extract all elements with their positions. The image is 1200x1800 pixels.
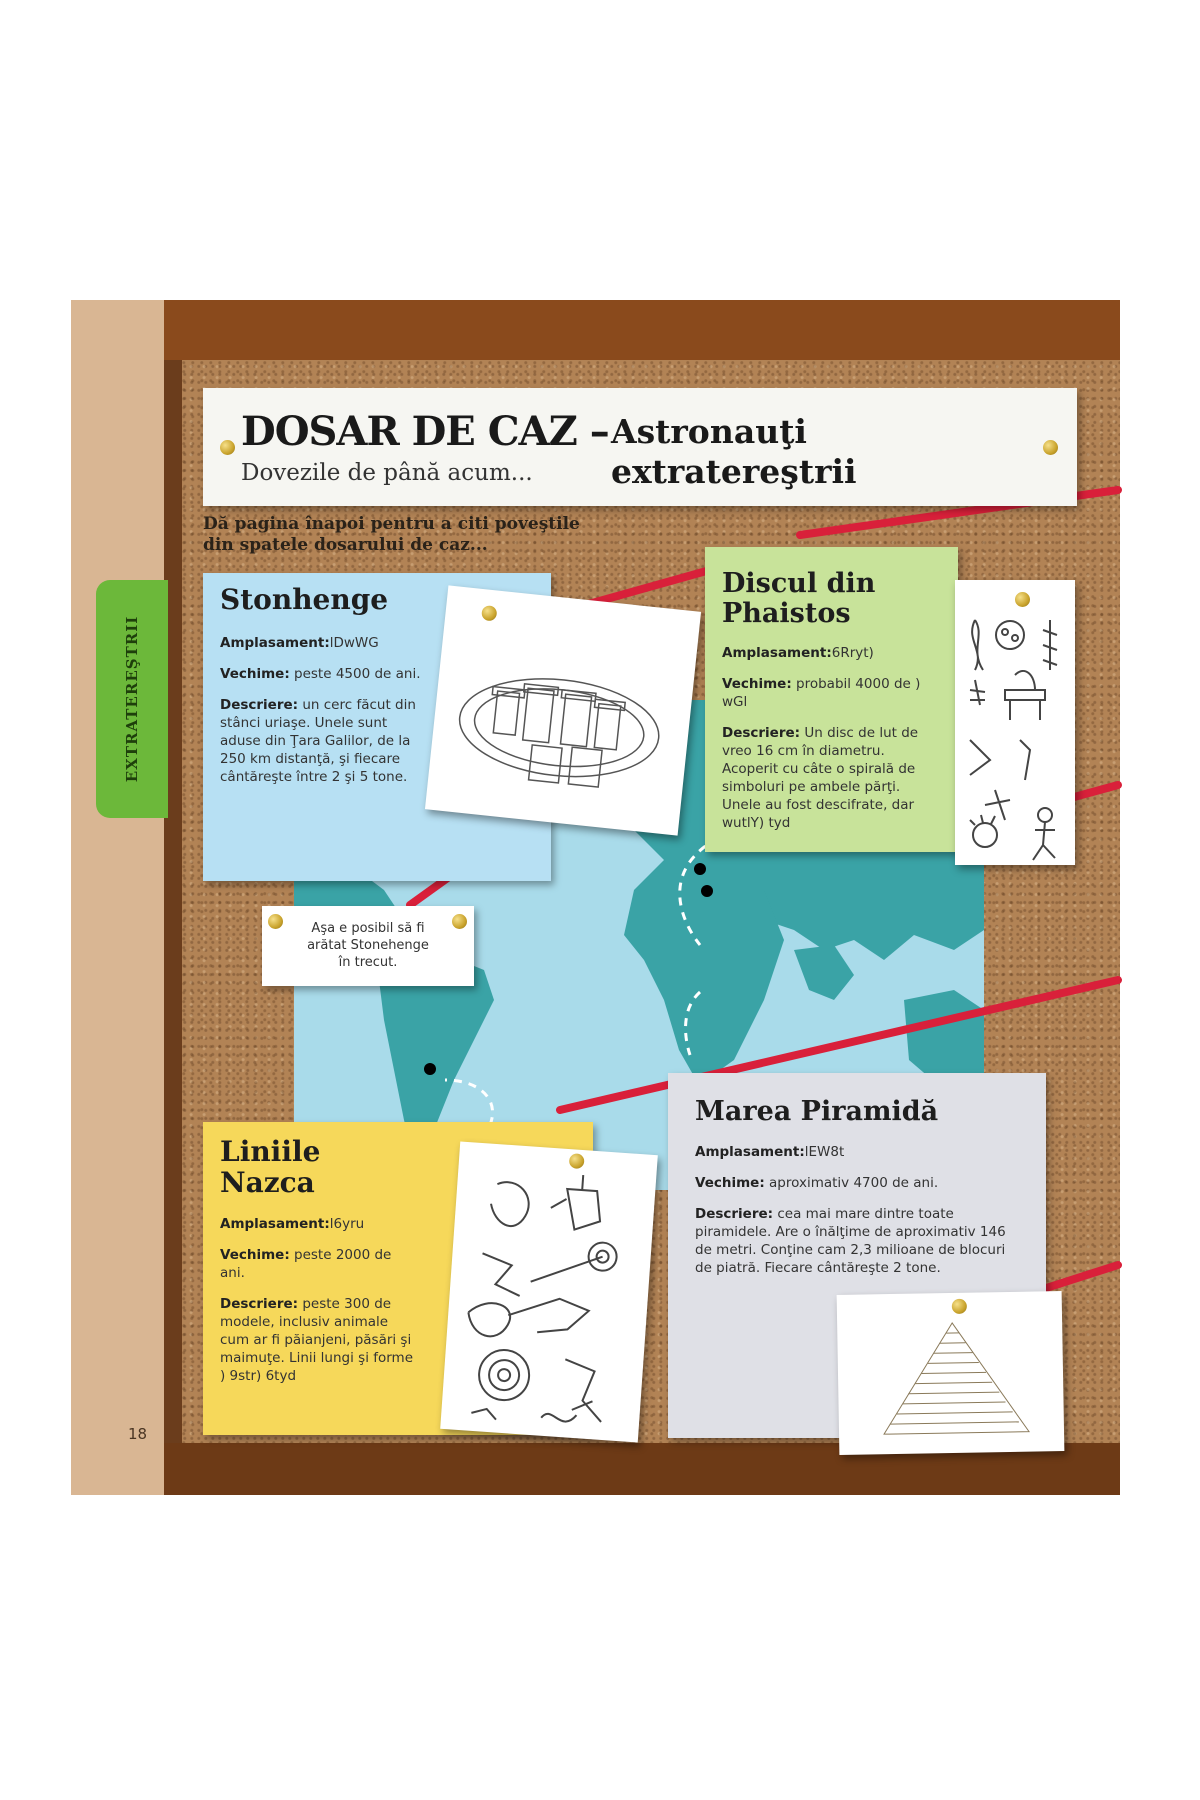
location-label: Amplasament: (220, 1215, 330, 1232)
page-number: 18 (128, 1425, 148, 1443)
description-value: un cerc făcut din stânci uriaşe. Unele sunt aduse din Ţara Galilor, de la 250 km distanţă, şi fiecare cântăreşte între 2 şi 5 tone. (220, 696, 416, 785)
pushpin-icon (220, 440, 235, 455)
route-arrow (680, 838, 718, 945)
age-label: Vechime: (722, 676, 792, 693)
location-label: Amplasament: (220, 634, 330, 651)
phaistos-card (705, 547, 958, 852)
stonehenge-drawing (425, 585, 701, 835)
location-label: Amplasament: (722, 645, 832, 662)
description-value: peste 300 de modele, inclusiv animale cum ar fi păianjeni, păsări şi maimuţe. Linii lungi şi forme ) 9str) 6tyd (220, 1295, 414, 1384)
intro-line: Dă pagina înapoi pentru a citi poveştile (203, 514, 580, 534)
caption-line: Aşa e posibil să fi (311, 921, 425, 936)
caption-note (262, 906, 474, 986)
description-value: cea mai mare dintre toate piramidele. Are o înălţime de aproximativ 146 de metri. Conţine cam 2,3 milioane de blocuri de piatră. Fiecare cântăreşte 2 tone. (695, 1205, 1006, 1276)
age-value: probabil 4000 de ) wGl (722, 676, 921, 711)
pushpin-icon (1015, 592, 1030, 607)
pyramid-drawing (837, 1291, 1065, 1455)
age-value: aproximativ 4700 de ani. (764, 1174, 939, 1191)
card-title: Stonhenge (220, 583, 389, 616)
location-value: l6yru (329, 1215, 365, 1232)
description-label: Descriere: (722, 725, 801, 742)
section-tab-label: EXTRATEREŞTRII (123, 615, 141, 783)
age-label: Vechime: (220, 665, 290, 682)
caption-line: în trecut. (338, 955, 398, 970)
age-value: peste 4500 de ani. (289, 665, 421, 682)
location-value: lEW8t (804, 1143, 845, 1160)
pushpin-icon (268, 914, 283, 929)
nazca-lines-graphic (440, 1141, 658, 1442)
subtitle: Dovezile de până acum... (241, 460, 533, 486)
description-value: Un disc de lut de vreo 16 cm în diametru. Acoperit cu câte o spirală de simboluri pe ambele părţi. Unele au fost descifrate, dar wutlY) tyd (722, 725, 919, 832)
title-card (203, 388, 1077, 506)
card-title: Marea Piramidă (695, 1096, 939, 1127)
phaistos-symbols-drawing (955, 580, 1075, 865)
intro-text (203, 514, 673, 556)
caption-line: arătat Stonehenge (307, 938, 429, 953)
title-left: DOSAR DE CAZ – (241, 408, 609, 455)
route-arrow (686, 992, 700, 1055)
title-right-line1: Astronauţi (611, 412, 807, 451)
card-title-line2: Nazca (220, 1165, 315, 1199)
stonehenge-graphic (425, 585, 701, 835)
pyramid-graphic (837, 1291, 1065, 1455)
pushpin-icon (452, 914, 467, 929)
intro-line: din spatele dosarului de caz... (203, 535, 488, 555)
nazca-lines-drawing (440, 1141, 658, 1442)
age-value: peste 2000 de ani. (220, 1246, 392, 1281)
card-title-line2: Phaistos (722, 597, 851, 629)
location-value: lDwWG (329, 634, 379, 651)
route-arrow (445, 1080, 493, 1125)
description-label: Descriere: (695, 1205, 774, 1222)
red-string (1040, 1265, 1118, 1290)
title-right-line2: extratereştrii (611, 452, 857, 491)
card-title-line1: Discul din (722, 568, 876, 599)
pushpin-icon (1043, 440, 1058, 455)
card-title-line1: Liniile (220, 1135, 321, 1168)
location-label: Amplasament: (695, 1143, 805, 1160)
description-label: Descriere: (220, 1295, 299, 1312)
age-label: Vechime: (695, 1174, 765, 1191)
age-label: Vechime: (220, 1246, 290, 1263)
location-value: 6Rryt) (831, 645, 874, 662)
phaistos-symbols-graphic (955, 580, 1075, 865)
description-label: Descriere: (220, 696, 299, 713)
